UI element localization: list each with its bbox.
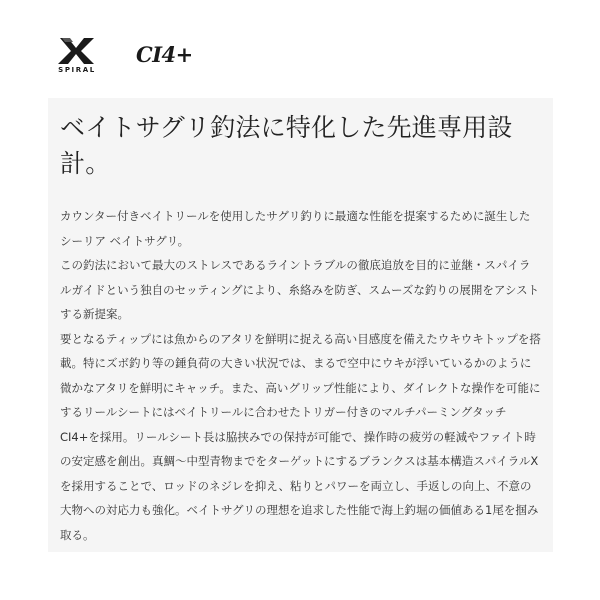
spiral-logo-text: SPIRAL	[58, 66, 96, 74]
description-panel	[48, 98, 553, 552]
spiral-x-icon	[48, 36, 104, 66]
headline-line-2: 計。	[60, 149, 111, 178]
brand-logos	[48, 36, 248, 78]
c14-logo: CI4+	[136, 42, 193, 67]
paragraph: 要となるティップには魚からのアタリを鮮明に捉える高い目感度を備えたウキウキトップを搭載。特にズボ釣り等の錘負荷の大きい状況では、まるで空中にウキが浮いているかのように微かなアタリを鮮明にキャッチ。また、高いグリップ性能により、ダイレクトな操作を可能にするリールシートにはベイトリールに合わせたトリガー付きのマルチパーミングタッチCI4+を採用。リールシート長は脇挟みでの保持が可能で、操作時の疲労の軽減やファイト時の安定感を創出。真鯛～中型青物までをターゲットにするブランクスは基本構造スパイラルXを採用することで、ロッドのネジレを抑え、粘りとパワーを両立し、手返しの向上、不意の大物への対応力も強化。ベイトサグリの理想を追求した性能で海上釣堀の価値ある1尾を掴み取る。	[60, 331, 541, 542]
body-text	[60, 204, 541, 547]
paragraph: この釣法において最大のストレスであるライントラブルの徹底追放を目的に並継・スパイラルガイドという独自のセッティングにより、糸絡みを防ぎ、スムーズな釣りの展開をアシストする新提案。	[60, 258, 540, 321]
headline-line-1: ベイトサグリ釣法に特化した先進専用設	[60, 113, 513, 142]
spiral-x-logo	[48, 36, 104, 76]
paragraph: カウンター付きベイトリールを使用したサグリ釣りに最適な性能を提案するために誕生したシーリア ベイトサグリ。	[60, 209, 531, 248]
headline	[60, 110, 541, 182]
